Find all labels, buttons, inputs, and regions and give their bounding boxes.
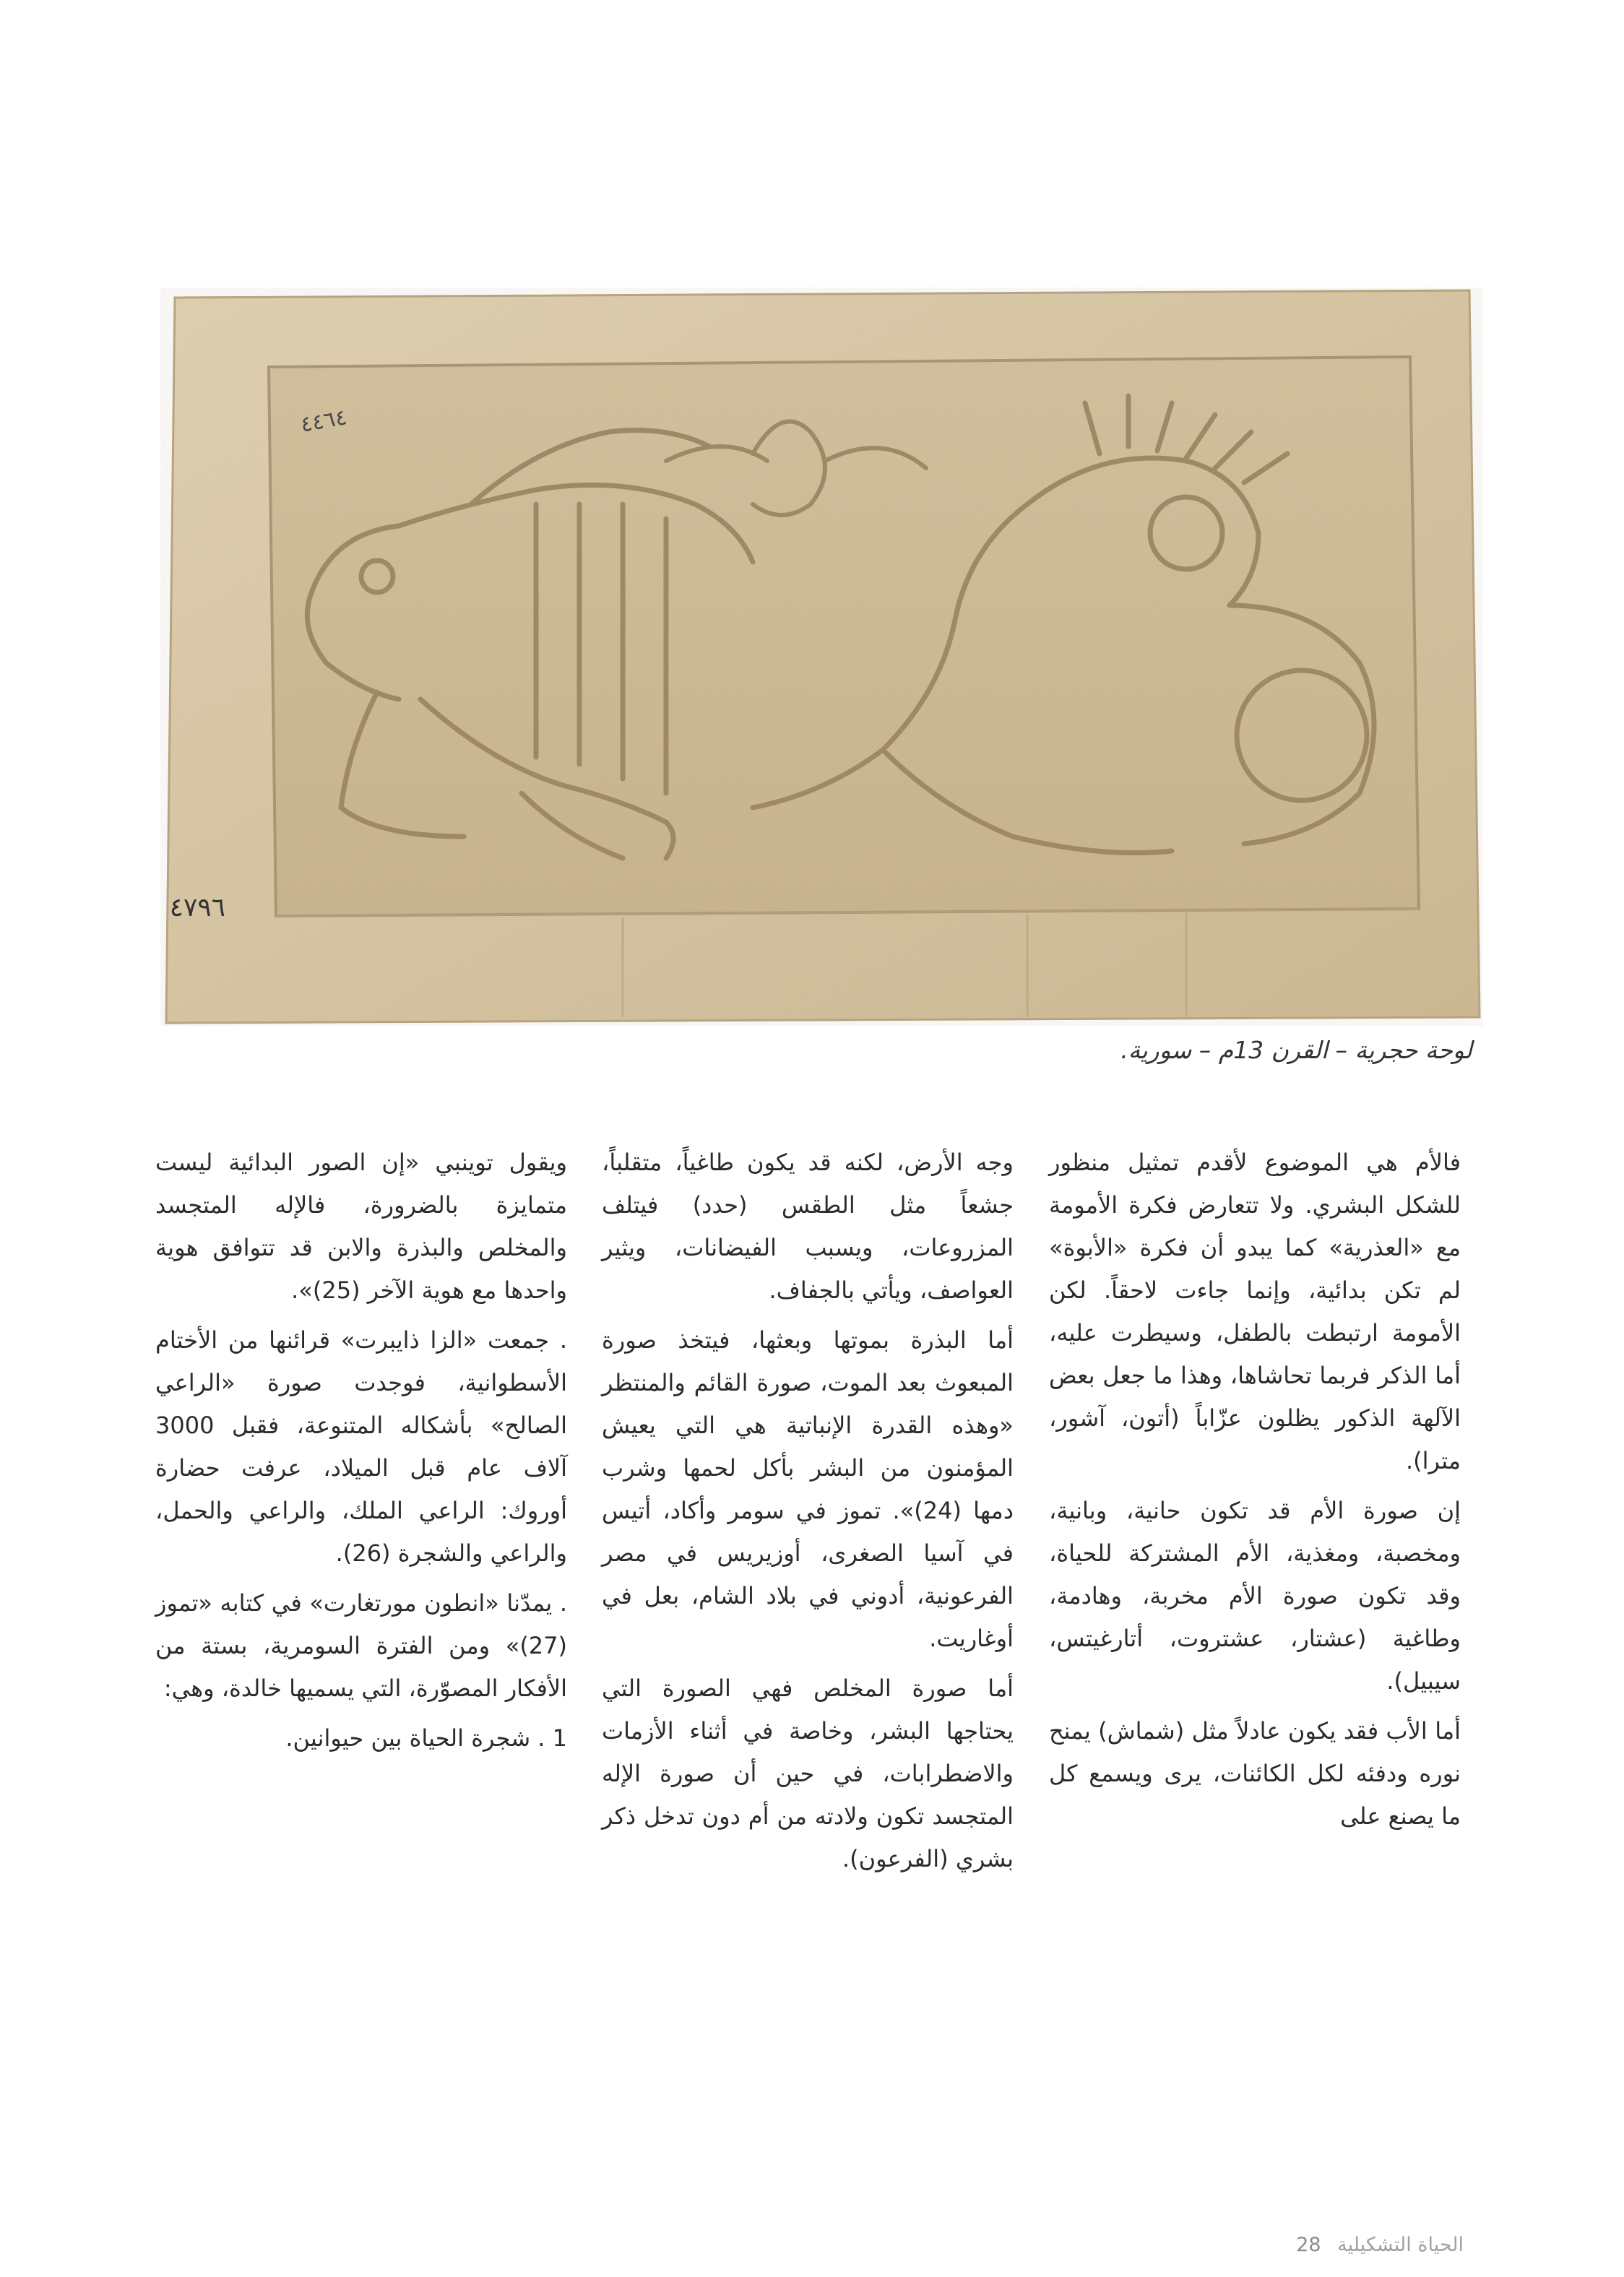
catalog-number-bottom: ٤٧٩٦	[169, 893, 225, 923]
magazine-title: الحياة التشكيلية	[1337, 2234, 1464, 2256]
catalog-number-top: ٤٤٦٤	[298, 405, 349, 438]
page-number: 28	[1296, 2234, 1321, 2256]
text-column-2	[602, 1141, 1014, 1888]
paragraph: ويقول توينبي «إن الصور البدائية ليست متمايزة بالضرورة، فالإله المتجسد والمخلص والبذرة والابن قد تتوافق هوية واحدها مع هوية الآخر (25)».	[155, 1149, 567, 1304]
paragraph: أما البذرة بموتها وبعثها، فيتخذ صورة المبعوث بعد الموت، صورة القائم والمنتظر «وهذه القدرة الإنباتية هي التي يعيش المؤمنون من البشر بأكل لحمها وشرب دمها (24)». تموز في سومر وأكاد، أتيس في آسيا الصغرى، أوزيريس في مصر الفرعونية، أدوني في بلاد الشام، بعل في أوغاريت.	[602, 1326, 1014, 1652]
figure-caption: لوحة حجرية – القرن 13م – سورية.	[1120, 1036, 1472, 1064]
text-column-3	[155, 1141, 567, 1767]
paragraph: . جمعت «الزا ذايبرت» قرائنها من الأختام الأسطوانية، فوجدت صورة «الراعي الصالح» بأشكاله المتنوعة، فقبل 3000 آلاف عام قبل الميلاد، عرفت حضارة أوروك: الراعي الملك، والراعي والحمل، والراعي والشجرة (26).	[155, 1326, 567, 1567]
page-footer	[1296, 2234, 1464, 2256]
paragraph: أما الأب فقد يكون عادلاً مثل (شماش) يمنح نوره ودفئه لكل الكائنات، يرى ويسمع كل ما يصنع على	[1049, 1717, 1461, 1830]
stone-relief-image	[160, 288, 1482, 1026]
text-column-1	[1049, 1141, 1461, 1845]
paragraph: إن صورة الأم قد تكون حانية، وبانية، ومخصبة، ومغذية، الأم المشتركة للحياة، وقد تكون صورة الأم مخربة، وهادمة، وطاغية (عشتار، عشتروت، أتارغيتس، سيبيل).	[1049, 1497, 1461, 1695]
paragraph: 1 . شجرة الحياة بين حيوانين.	[285, 1724, 567, 1752]
paragraph: أما صورة المخلص فهي الصورة التي يحتاجها البشر، وخاصة في أثناء الأزمات والاضطرابات، في حين أن صورة الإله المتجسد تكون ولادته من أم دون تدخل ذكر بشري (الفرعون).	[602, 1675, 1014, 1872]
paragraph: . يمدّنا «انطون مورتغارت» في كتابه «تموز (27)» ومن الفترة السومرية، بستة من الأفكار المصوّرة، التي يسميها خالدة، وهي:	[155, 1589, 567, 1702]
paragraph: فالأم هي الموضوع لأقدم تمثيل منظور للشكل البشري. ولا تتعارض فكرة الأمومة مع «العذرية» كما يبدو أن فكرة «الأبوة» لم تكن بدائية، وإنما جاءت لاحقاً. لكن الأمومة ارتبطت بالطفل، وسيطرت عليه، أما الذكر فربما تحاشاها، وهذا ما جعل بعض الآلهة الذكور يظلون عزّاباً (أتون، آشور، مترا).	[1049, 1149, 1461, 1474]
paragraph: وجه الأرض، لكنه قد يكون طاغياً، متقلباً، جشعاً مثل الطقس (حدد) فيتلف المزروعات، ويسبب الفيضانات، ويثير العواصف، ويأتي بالجفاف.	[602, 1149, 1014, 1304]
